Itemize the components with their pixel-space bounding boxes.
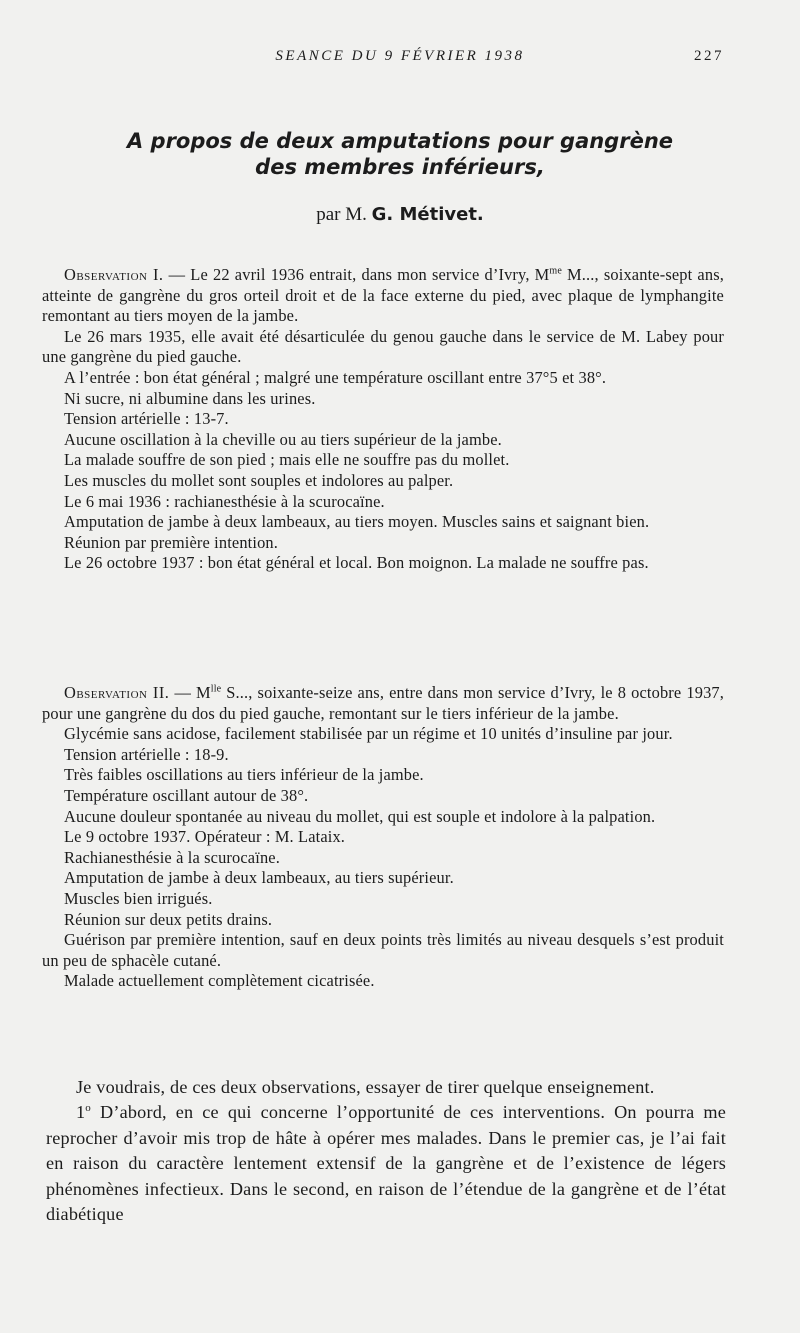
observation-2-intro-text-a: — M: [169, 683, 211, 702]
byline-prefix: par M.: [316, 204, 367, 225]
observation-1-paragraph: Les muscles du mollet sont souples et indolores au palper.: [64, 470, 454, 490]
observation-1-paragraph: Tension artérielle : 13-7.: [64, 409, 229, 429]
observation-1-intro-text-b: M..., soixante-sept ans, atteinte de gangrène du gros orteil droit et de la face externe du pied, avec plaque de lymphangite remontant au tiers moyen de la jambe.: [42, 265, 724, 326]
article-title: [40, 128, 760, 180]
article-title-line-2: des membres inférieurs,: [255, 155, 545, 179]
observation-1-paragraph: Réunion par première intention.: [64, 532, 279, 552]
running-head: [0, 48, 800, 72]
discussion-point-number: 1: [76, 1102, 86, 1123]
article-title-line-1: A propos de deux amputations pour gangrène: [126, 129, 674, 153]
discussion-paragraph-1: Je voudrais, de ces deux observations, essayer de tirer quelque enseignement.: [76, 1077, 655, 1097]
observation-2-paragraph: Amputation de jambe à deux lambeaux, au tiers supérieur.: [64, 868, 454, 888]
observation-2-paragraph: Rachianesthésie à la scurocaïne.: [64, 847, 280, 867]
discussion-paragraph-2-text: D’abord, en ce qui concerne l’opportunité de ces interventions. On pourra me reprocher d’avoir mis trop de hâte à opérer mes malades. Dans le premier cas, je l’ai fait en raison du caractère lentement extensif de la gangrène et de l’existence de légers phénomènes infectieux. Dans le second, en raison de l’étendue de la gangrène et de l’état diabétique: [46, 1102, 726, 1225]
observation-2-paragraph: Muscles bien irrigués.: [64, 888, 213, 908]
observation-1: [42, 265, 724, 574]
observation-1-paragraph: Ni sucre, ni albumine dans les urines.: [64, 388, 316, 408]
observation-2-paragraph: Très faibles oscillations au tiers inférieur de la jambe.: [64, 765, 424, 785]
observation-1-intro: [42, 265, 724, 327]
observation-2-paragraph: Guérison par première intention, sauf en deux points très limités au niveau desquels s’est produit un peu de sphacèle cutané.: [42, 930, 724, 970]
author-name: G. Métivet.: [371, 204, 484, 225]
observation-1-intro-sup: me: [549, 265, 562, 277]
byline: [0, 204, 800, 226]
observation-1-paragraph: Le 6 mai 1936 : rachianesthésie à la scurocaïne.: [64, 491, 385, 511]
observation-2-intro-text-b: S..., soixante-seize ans, entre dans mon service d’Ivry, le 8 octobre 1937, pour une gangrène du dos du pied gauche, remontant sur le tiers inférieur de la jambe.: [42, 683, 725, 723]
observation-1-paragraph: Le 26 mars 1935, elle avait été désarticulée du genou gauche dans le service de M. Labey pour une gangrène du pied gauche.: [42, 326, 724, 367]
observation-2-intro-sup: lle: [210, 683, 222, 695]
discussion-point-sup: o: [85, 1102, 91, 1115]
observation-1-paragraph: La malade souffre de son pied ; mais elle ne souffre pas du mollet.: [64, 450, 510, 470]
observation-1-intro-text-a: — Le 22 avril 1936 entrait, dans mon service d’Ivry, M: [163, 265, 550, 284]
observation-1-paragraph: Aucune oscillation à la cheville ou au tiers supérieur de la jambe.: [64, 429, 502, 449]
observation-1-paragraph: A l’entrée : bon état général ; malgré une température oscillant entre 37°5 et 38°.: [64, 367, 607, 387]
observation-2-paragraph: Température oscillant autour de 38°.: [64, 785, 309, 805]
observation-2: [42, 683, 724, 992]
running-title: SEANCE DU 9 FÉVRIER 1938: [275, 48, 525, 64]
observation-2-label: Observation II.: [64, 683, 170, 702]
observation-2-intro: [42, 683, 724, 724]
page-number: 227: [694, 48, 724, 64]
discussion: [46, 1075, 726, 1227]
observation-2-paragraph: Le 9 octobre 1937. Opérateur : M. Lataix.: [64, 827, 346, 847]
observation-2-paragraph: Aucune douleur spontanée au niveau du mollet, qui est souple et indolore à la palpation.: [64, 806, 656, 826]
observation-1-label: Observation I.: [64, 265, 164, 284]
observation-1-paragraph: Amputation de jambe à deux lambeaux, au tiers moyen. Muscles sains et saignant bien.: [64, 512, 650, 532]
observation-2-paragraph: Réunion sur deux petits drains.: [64, 909, 273, 929]
observation-2-paragraph: Glycémie sans acidose, facilement stabilisée par un régime et 10 unités d’insuline par jour.: [64, 724, 673, 744]
observation-2-paragraph: Malade actuellement complètement cicatrisée.: [64, 971, 375, 991]
discussion-paragraph-2: [46, 1100, 726, 1227]
observation-1-paragraph: Le 26 octobre 1937 : bon état général et local. Bon moignon. La malade ne souffre pas.: [64, 553, 649, 573]
observation-2-paragraph: Tension artérielle : 18-9.: [64, 744, 229, 764]
